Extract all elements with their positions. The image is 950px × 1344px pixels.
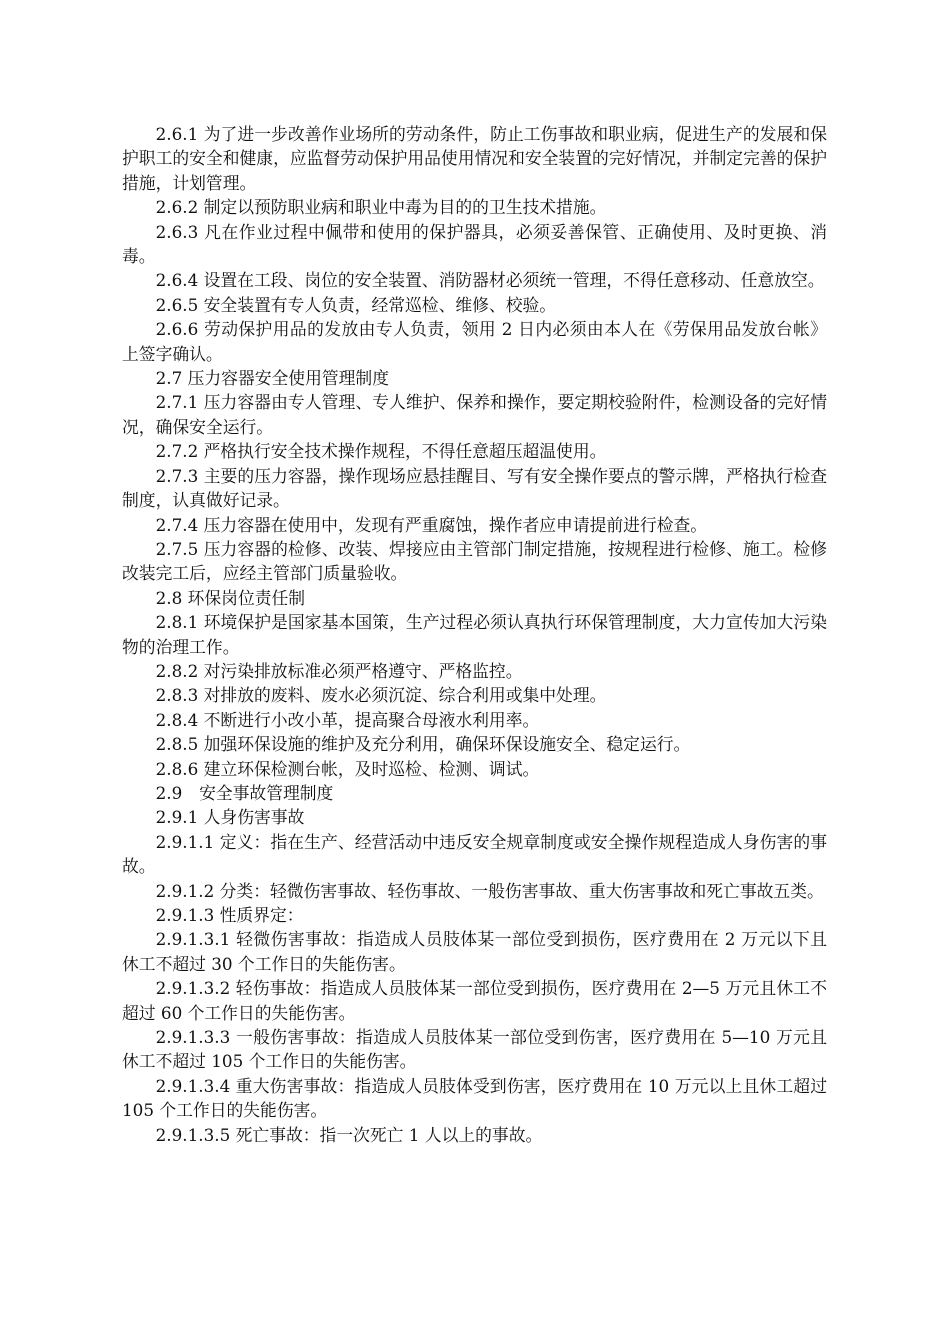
- paragraph-2-7-1: 2.7.1 压力容器由专人管理、专人维护、保养和操作，要定期校验附件，检测设备的完好情况，确保安全运行。: [122, 392, 827, 437]
- paragraph-2-9-1-3-1: 2.9.1.3.1 轻微伤害事故：指造成人员肢体某一部位受到损伤，医疗费用在 2 万元以下且休工不超过 30 个工作日的失能伤害。: [122, 929, 827, 974]
- paragraph-2-6-1: 2.6.1 为了进一步改善作业场所的劳动条件，防止工伤事故和职业病，促进生产的发展和保护职工的安全和健康，应监督劳动保护用品使用情况和安全装置的完好情况，并制定完善的保护措施，计划管理。: [122, 124, 827, 193]
- paragraph-2-9-1-3-3: 2.9.1.3.3 一般伤害事故：指造成人员肢体某一部位受到伤害，医疗费用在 5—10 万元且休工不超过 105 个工作日的失能伤害。: [122, 1027, 827, 1072]
- paragraph-2-8-3: 2.8.3 对排放的废料、废水必须沉淀、综合利用或集中处理。: [155, 685, 607, 706]
- paragraph-2-8-6: 2.8.6 建立环保检测台帐，及时巡检、检测、调试。: [155, 758, 540, 779]
- paragraph-2-8-5: 2.8.5 加强环保设施的维护及充分利用，确保环保设施安全、稳定运行。: [155, 734, 691, 755]
- heading-2-7: 2.7 压力容器安全使用管理制度: [155, 368, 389, 389]
- paragraph-2-7-2: 2.7.2 严格执行安全技术操作规程，不得任意超压超温使用。: [155, 441, 607, 462]
- heading-2-9: 2.9 安全事故管理制度: [155, 782, 334, 803]
- paragraph-2-9-1-3-5: 2.9.1.3.5 死亡事故：指一次死亡 1 人以上的事故。: [155, 1124, 543, 1145]
- paragraph-2-6-6: 2.6.6 劳动保护用品的发放由专人负责，领用 2 日内必须由本人在《劳保用品发放台帐》上签字确认。: [122, 319, 827, 364]
- paragraph-2-9-1-3-2: 2.9.1.3.2 轻伤事故：指造成人员肢体某一部位受到损伤，医疗费用在 2—5 万元且休工不超过 60 个工作日的失能伤害。: [122, 978, 827, 1023]
- document-body: [122, 122, 827, 1147]
- paragraph-2-9-1-3: 2.9.1.3 性质界定：: [155, 905, 304, 925]
- paragraph-2-9-1-3-4: 2.9.1.3.4 重大伤害事故：指造成人员肢体受到伤害，医疗费用在 10 万元以上且休工超过 105 个工作日的失能伤害。: [122, 1075, 827, 1121]
- paragraph-2-7-4: 2.7.4 压力容器在使用中，发现有严重腐蚀，操作者应申请提前进行检查。: [155, 514, 708, 535]
- heading-2-9-1: 2.9.1 人身伤害事故: [155, 807, 305, 828]
- paragraph-2-9-1-1: 2.9.1.1 定义：指在生产、经营活动中违反安全规章制度或安全操作规程造成人身伤害的事故。: [122, 831, 827, 877]
- paragraph-2-6-4: 2.6.4 设置在工段、岗位的安全装置、消防器材必须统一管理，不得任意移动、任意放空。: [155, 270, 825, 291]
- paragraph-2-8-2: 2.8.2 对污染排放标准必须严格遵守、严格监控。: [155, 660, 523, 681]
- paragraph-2-7-3: 2.7.3 主要的压力容器，操作现场应悬挂醒目、写有安全操作要点的警示牌，严格执行检查制度，认真做好记录。: [122, 465, 827, 511]
- heading-2-8: 2.8 环保岗位责任制: [155, 587, 306, 608]
- paragraph-2-6-3: 2.6.3 凡在作业过程中佩带和使用的保护器具，必须妥善保管、正确使用、及时更换、消毒。: [122, 221, 827, 267]
- paragraph-2-7-5: 2.7.5 压力容器的检修、改装、焊接应由主管部门制定措施，按规程进行检修、施工。检修改装完工后，应经主管部门质量验收。: [122, 538, 827, 584]
- paragraph-2-9-1-2: 2.9.1.2 分类：轻微伤害事故、轻伤事故、一般伤害事故、重大伤害事故和死亡事故五类。: [155, 880, 824, 901]
- paragraph-2-6-5: 2.6.5 安全装置有专人负责，经常巡检、维修、校验。: [155, 294, 557, 315]
- paragraph-2-8-1: 2.8.1 环境保护是国家基本国策，生产过程必须认真执行环保管理制度，大力宣传加大污染物的治理工作。: [122, 612, 827, 657]
- paragraph-2-6-2: 2.6.2 制定以预防职业病和职业中毒为目的的卫生技术措施。: [155, 197, 607, 218]
- paragraph-2-8-4: 2.8.4 不断进行小改小革，提高聚合母液水利用率。: [155, 709, 540, 730]
